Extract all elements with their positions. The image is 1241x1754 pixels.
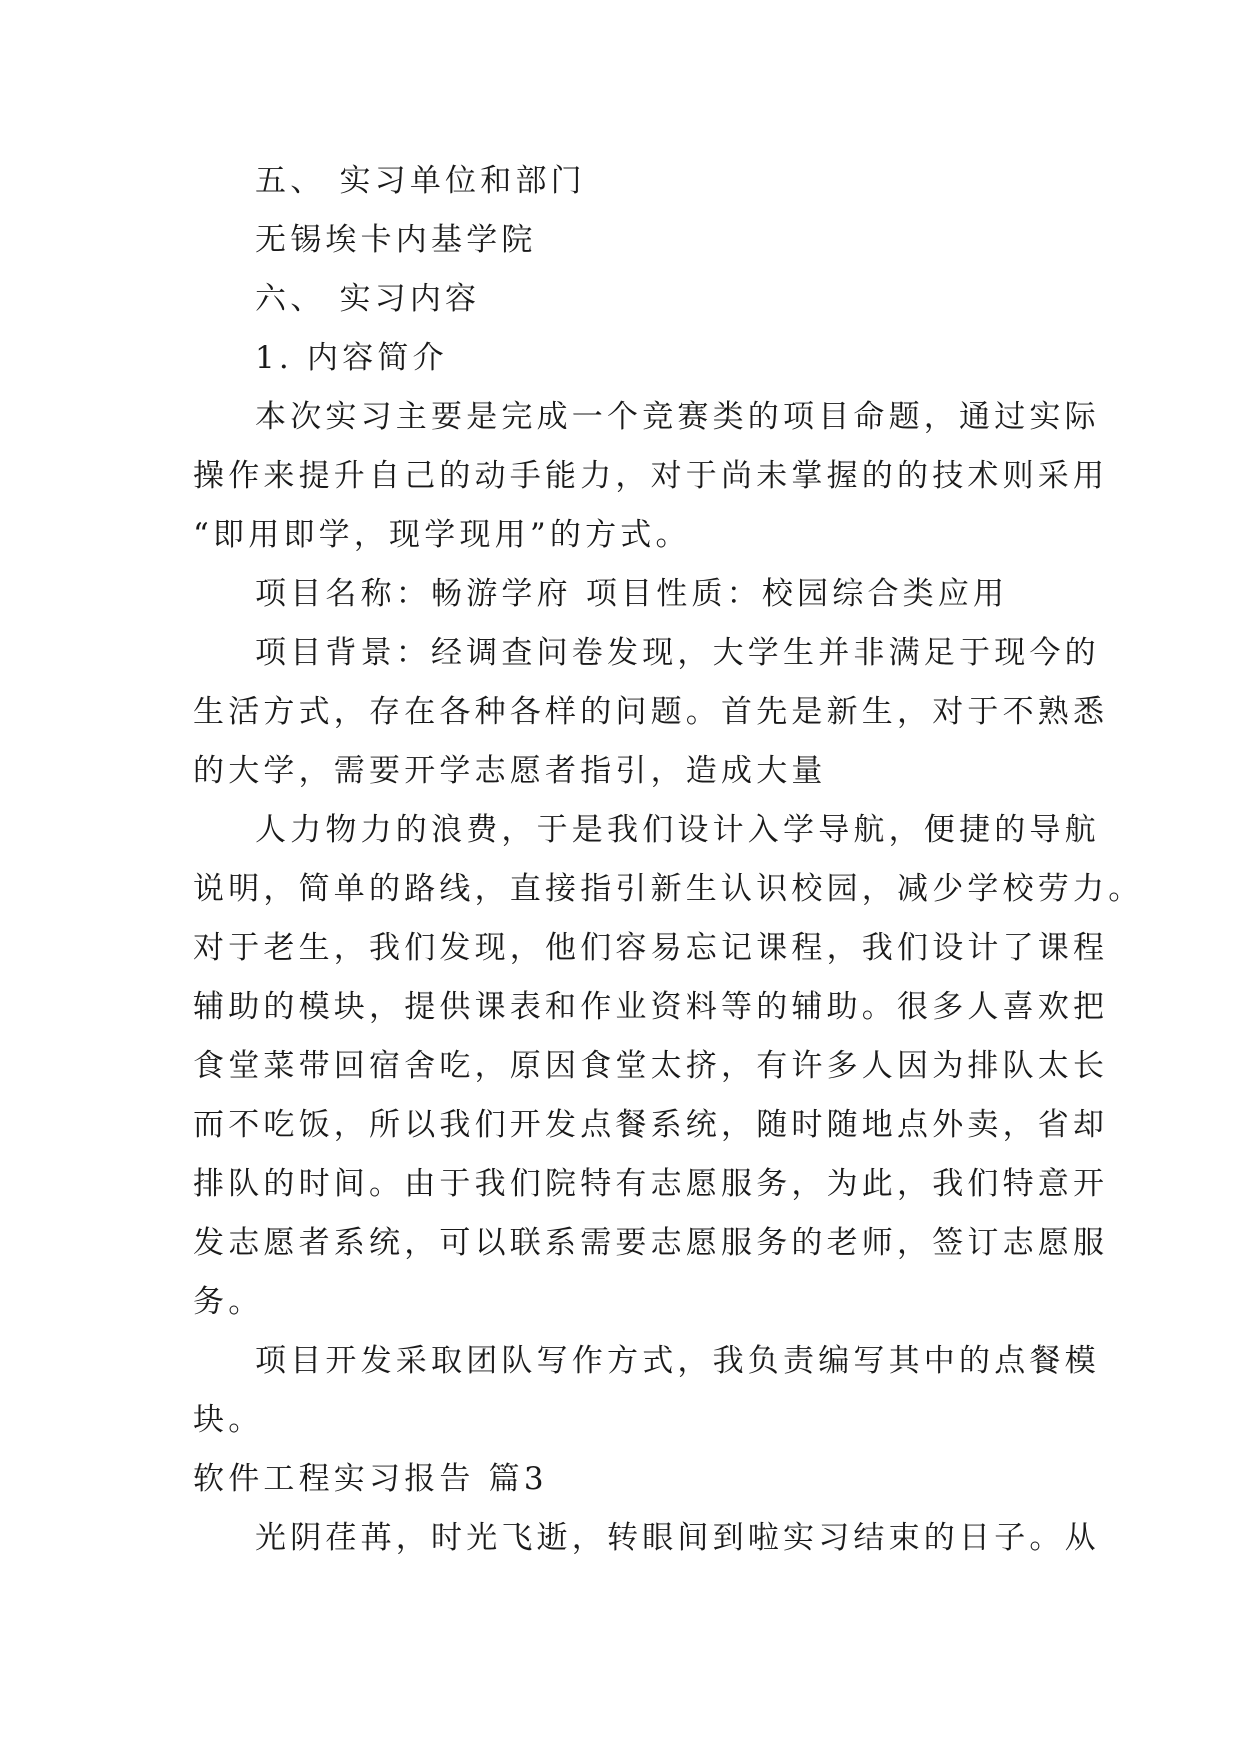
- paragraph-line: 人力物力的浪费，于是我们设计入学导航，便捷的导航: [255, 812, 1100, 848]
- document-body: [193, 152, 1144, 1568]
- paragraph-line: 光阴荏苒，时光飞逝，转眼间到啦实习结束的日子。从: [255, 1520, 1100, 1556]
- paragraph-line: “即用即学，现学现用”的方式。: [193, 517, 691, 553]
- paragraph-line: 块。: [193, 1402, 264, 1438]
- paragraph-line: 项目背景：经调查问卷发现，大学生并非满足于现今的: [255, 635, 1100, 671]
- paragraph-line: 而不吃饭，所以我们开发点餐系统，随时随地点外卖，省却: [193, 1107, 1109, 1143]
- paragraph-line: 生活方式，存在各种各样的问题。首先是新生，对于不熟悉: [193, 694, 1109, 730]
- paragraph-line: 说明，简单的路线，直接指引新生认识校园，减少学校劳力。: [193, 871, 1144, 907]
- paragraph-line: 排队的时间。由于我们院特有志愿服务，为此，我们特意开: [193, 1166, 1109, 1202]
- paragraph-line: 无锡埃卡内基学院: [255, 222, 537, 258]
- paragraph-line: 项目开发采取团队写作方式，我负责编写其中的点餐模: [255, 1343, 1100, 1379]
- paragraph-line: 食堂菜带回宿舍吃，原因食堂太挤，有许多人因为排队太长: [193, 1048, 1109, 1084]
- section-heading-6: 六、 实习内容: [255, 281, 481, 317]
- paragraph-line: 辅助的模块，提供课表和作业资料等的辅助。很多人喜欢把: [193, 989, 1109, 1025]
- paragraph-line: 的大学，需要开学志愿者指引，造成大量: [193, 753, 827, 789]
- section-heading-5: 五、 实习单位和部门: [255, 163, 586, 199]
- article-heading: 软件工程实习报告 篇3: [193, 1461, 548, 1497]
- paragraph-line: 务。: [193, 1284, 264, 1320]
- paragraph-line: 操作来提升自己的动手能力，对于尚未掌握的的技术则采用: [193, 458, 1109, 494]
- paragraph-line: 项目名称：畅游学府 项目性质：校园综合类应用: [255, 576, 1009, 612]
- subsection-heading: 1. 内容简介: [255, 340, 448, 376]
- paragraph-line: 对于老生，我们发现，他们容易忘记课程，我们设计了课程: [193, 930, 1109, 966]
- paragraph-line: 发志愿者系统，可以联系需要志愿服务的老师，签订志愿服: [193, 1225, 1109, 1261]
- paragraph-line: 本次实习主要是完成一个竞赛类的项目命题，通过实际: [255, 399, 1100, 435]
